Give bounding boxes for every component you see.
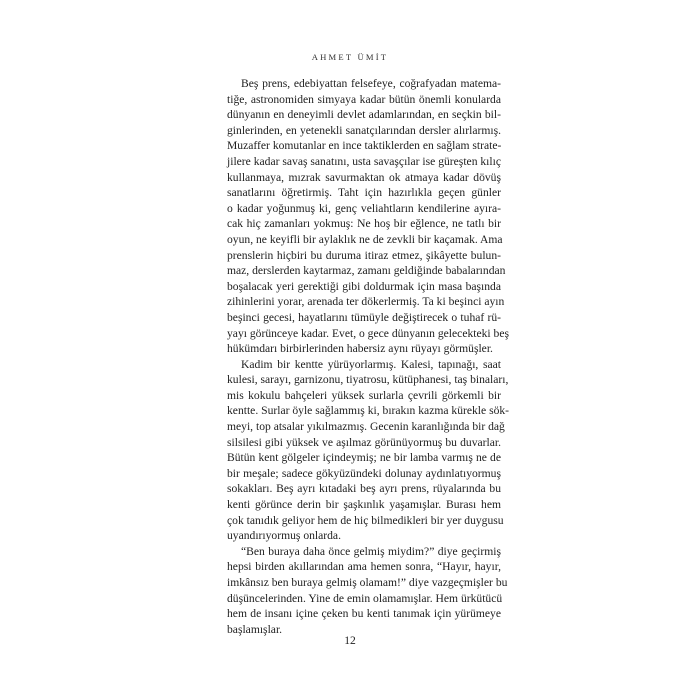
text-line: çok tanıdık geliyor hem de hiç bilmedikleri bir yer duygusu (227, 513, 504, 527)
text-line: başlamışlar. (227, 622, 283, 636)
text-line: “Ben buraya daha önce gelmiş miydim?” diye geçirmiş (241, 544, 501, 558)
text-line: tiğe, astronomiden simyaya kadar bütün önemli konularda (227, 92, 501, 106)
text-line: Muzaffer komutanlar en ince taktiklerden en sağlam strate- (227, 139, 502, 153)
text-line: hükümdarı birbirlerinden habersiz aynı rüyayı görmüşler. (227, 342, 493, 356)
text-line: kullanmaya, mızrak savurmaktan ok atmaya kadar dövüş (227, 170, 501, 184)
text-line: cak hiç zamanları yokmuş: Ne hoş bir eğlence, ne tatlı bir (227, 217, 501, 231)
text-line: hepsi birden akıllarından ama hemen sonra, “Hayır, hayır, (227, 560, 501, 574)
text-line: ginlerinden, en yetenekli sanatçılarından dersler alırlarmış. (227, 123, 501, 137)
text-line: uyandırıyormuş onlarda. (227, 529, 341, 543)
text-line: imkânsız ben buraya gelmiş olamam!” diye vazgeçmişler bu (227, 576, 508, 589)
text-line: yayı görünceye kadar. Evet, o gece dünyanın gelecekteki beş (227, 326, 509, 340)
text-line: kentte. Surlar öyle sağlammış ki, bırakın kazma kürekle sök- (227, 404, 510, 418)
text-line: maz, derslerden kaytarmaz, zamanı geldiğinde babalarından (227, 264, 506, 278)
text-line: meyi, top atsalar yıkılmazmış. Gecenin karanlığında bir dağ (227, 420, 505, 434)
text-line: oyun, ne keyifli bir aylaklık ne de zevkli bir kaçamak. Ama (227, 232, 503, 246)
text-line: boşalacak yeri gerektiği gibi doldurmak için masa başında (227, 279, 501, 293)
text-line: o kadar yoğunmuş ki, genç veliahtların kendilerine ayıra- (227, 201, 501, 215)
text-line: prenslerin hiçbiri bu duruma itiraz etmez, şikâyette bulun- (227, 248, 501, 262)
text-line: sokakları. Beş ayrı kıtadaki beş ayrı prens, rüyalarında bu (227, 482, 501, 496)
paragraph (227, 76, 509, 357)
text-line: kenti görünce derin bir şaşkınlık yaşamışlar. Burası hem (227, 498, 501, 512)
paragraph (227, 357, 510, 544)
text-line: sanatlarını öğretirmiş. Taht için hazırlıkla geçen günler (227, 186, 501, 200)
text-line: kulesi, sarayı, garnizonu, tiyatrosu, kütüphanesi, taş binaları, (227, 373, 509, 387)
paragraph (227, 544, 508, 638)
text-line: jilere kadar savaş sanatını, usta savaşçılar ise güreşten kılıç (227, 154, 501, 168)
body-text (227, 76, 510, 637)
text-line: düşüncelerinden. Yine de emin olamamışlar. Hem ürkütücü (227, 591, 503, 605)
page-number: 12 (344, 634, 356, 647)
text-line: dünyanın en deneyimli devlet adamlarından, en seçkin bil- (227, 108, 501, 122)
running-head: AHMET ÜMİT (311, 52, 389, 62)
text-line: zihinlerini yorar, arenada ter dökerlermiş. Ta ki beşinci ayın (227, 295, 505, 309)
text-line: Kadim bir kentte yürüyorlarmış. Kalesi, tapınağı, saat (241, 357, 501, 371)
text-line: mis kokulu bahçeleri yüksek surlarla çevrili görkemli bir (227, 388, 501, 402)
text-line: bir meşale; sadece gökyüzündeki dolunay aydınlatıyormuş (227, 466, 501, 480)
text-line: Beş prens, edebiyattan felsefeye, coğrafyadan matema- (241, 77, 501, 90)
text-line: silsilesi gibi yüksek ve aşılmaz görünüyormuş bu duvarlar. (227, 435, 501, 449)
text-line: Bütün kent gölgeler içindeymiş; ne bir lamba varmış ne de (227, 451, 501, 465)
text-line: beşinci gecesi, hayatlarını tümüyle değiştirecek o tuhaf rü- (227, 310, 501, 324)
text-line: hem de insanı içine çeken bu kenti tanımak için yürümeye (227, 607, 501, 621)
